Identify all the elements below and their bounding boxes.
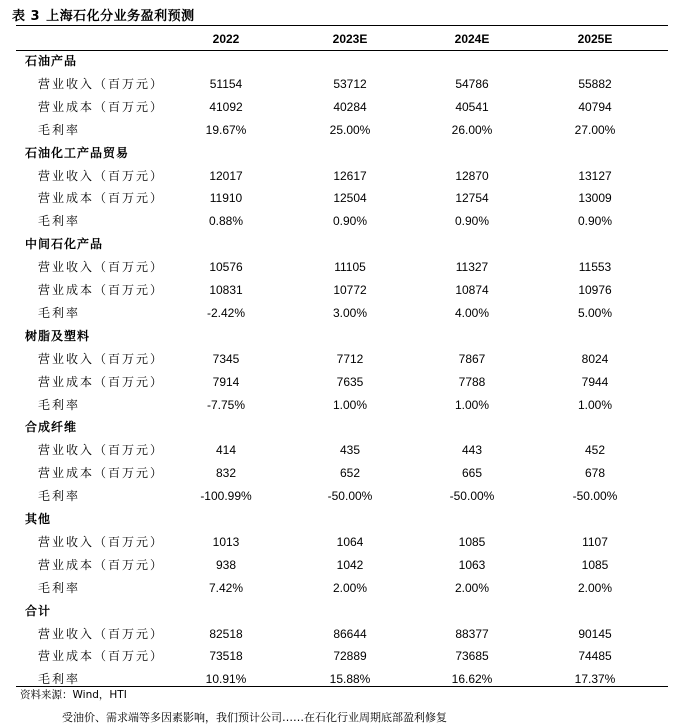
header-2025e: 2025E (577, 32, 613, 46)
table-cell: 27.00% (574, 122, 616, 137)
table-cell: 7635 (336, 374, 364, 389)
table-cell: 11553 (578, 260, 612, 275)
table-cell: -50.00% (572, 489, 618, 504)
table-cell: 12617 (333, 168, 367, 183)
section-row (16, 416, 668, 438)
table-top-rule (16, 25, 668, 26)
table-cell: 0.90% (332, 214, 368, 229)
section-row (16, 508, 668, 530)
table-cell: 1042 (336, 557, 364, 572)
table-cell: 2.00% (454, 580, 490, 595)
table-row (16, 623, 668, 645)
table-cell: 41092 (209, 99, 243, 114)
row-label: 营业成本（百万元） (38, 191, 165, 206)
table-cell: 19.67% (205, 122, 247, 137)
table-row (16, 302, 668, 324)
table-cell: 53712 (333, 76, 367, 91)
table-cell: 0.90% (577, 214, 613, 229)
table-cell: 10.91% (205, 672, 247, 687)
table-cell: 11327 (455, 260, 489, 275)
table-cell: 832 (215, 466, 237, 481)
source-note: 资料来源：Wind，HTI (20, 689, 127, 701)
table-cell: 17.37% (574, 672, 616, 687)
table-cell: 5.00% (577, 305, 613, 320)
table-row (16, 119, 668, 141)
row-label: 营业收入（百万元） (38, 626, 165, 641)
table-cell: 73518 (209, 649, 243, 664)
table-cell: 1.00% (454, 397, 490, 412)
table-row (16, 256, 668, 278)
table-cell: 10576 (209, 260, 243, 275)
row-label: 毛利率 (38, 122, 81, 137)
table-row (16, 462, 668, 484)
table-cell: 11910 (209, 191, 243, 206)
section-row (16, 142, 668, 164)
row-label: 营业成本（百万元） (38, 649, 165, 664)
table-cell: 26.00% (451, 122, 493, 137)
table-cell: 15.88% (329, 672, 371, 687)
table-cell: -50.00% (449, 489, 495, 504)
table-bottom-rule (16, 686, 668, 687)
section-row (16, 233, 668, 255)
header-2022: 2022 (212, 32, 240, 46)
table-cell: 414 (215, 443, 237, 458)
table-cell: 7944 (581, 374, 609, 389)
table-cell: 10874 (455, 283, 489, 297)
table-cell: 11105 (334, 260, 366, 275)
table-cell: 0.90% (454, 214, 490, 229)
table-title: 上海石化分业务盈利预测 (46, 8, 195, 24)
table-cell: 12870 (455, 168, 489, 183)
table-cell: 54786 (455, 76, 489, 91)
table-row (16, 554, 668, 576)
table-cell: 7788 (458, 374, 486, 389)
section-label: 石油产品 (25, 54, 78, 68)
table-cell: 1.00% (577, 397, 613, 412)
table-row (16, 165, 668, 187)
table-cell: 1107 (582, 534, 608, 549)
table-row (16, 279, 668, 301)
table-cell: 88377 (455, 626, 489, 641)
table-cell: 443 (461, 443, 483, 458)
table-row (16, 371, 668, 393)
row-label: 营业收入（百万元） (38, 260, 165, 275)
table-row (16, 645, 668, 667)
table-cell: 4.00% (454, 305, 490, 320)
header-2024e: 2024E (454, 32, 490, 46)
table-row (16, 577, 668, 599)
table-cell: 1085 (581, 557, 609, 572)
table-row (16, 96, 668, 118)
table-cell: 13009 (578, 191, 612, 206)
row-label: 营业收入（百万元） (38, 351, 165, 366)
table-row (16, 439, 668, 461)
row-label: 营业成本（百万元） (38, 557, 165, 572)
section-row (16, 50, 668, 72)
table-cell: 1.00% (332, 397, 368, 412)
section-label: 其他 (25, 512, 52, 526)
table-cell: 452 (584, 443, 606, 458)
row-label: 毛利率 (38, 305, 81, 320)
table-cell: 12504 (333, 191, 367, 206)
table-header-row (16, 28, 668, 50)
table-number: 表 3 (12, 8, 41, 24)
row-label: 毛利率 (38, 672, 81, 687)
row-label: 营业收入（百万元） (38, 168, 165, 183)
table-cell: 2.00% (577, 580, 613, 595)
table-cell: 678 (584, 466, 606, 481)
section-row (16, 325, 668, 347)
row-label: 营业收入（百万元） (38, 534, 165, 549)
table-cell: 51154 (209, 76, 243, 91)
table-cell: 73685 (455, 649, 489, 664)
section-label: 合计 (25, 603, 52, 618)
table-cell: 90145 (578, 626, 612, 641)
table-cell: 2.00% (332, 580, 368, 595)
table-cell: 1013 (212, 534, 240, 549)
table-row (16, 348, 668, 370)
table-cell: 12754 (455, 191, 489, 206)
row-label: 营业成本（百万元） (38, 283, 165, 297)
table-cell: 40541 (455, 99, 489, 114)
table-cell: 7712 (336, 351, 364, 366)
table-row (16, 485, 668, 507)
table-cell: 1064 (336, 534, 364, 549)
table-cell: 10772 (333, 283, 367, 297)
table-cell: 7867 (458, 351, 486, 366)
table-cell: -50.00% (327, 489, 373, 504)
table-cell: 10976 (578, 283, 612, 297)
table-cell: 938 (215, 557, 237, 572)
table-cell: -100.99% (200, 489, 252, 504)
row-label: 营业成本（百万元） (38, 374, 165, 389)
row-label: 毛利率 (38, 489, 81, 504)
header-2023e: 2023E (332, 32, 368, 46)
body-paragraph-fragment: 受油价、需求端等多因素影响，我们预计公司……在石化行业周期底部盈利修复 (62, 712, 447, 724)
section-label: 石油化工产品贸易 (25, 145, 130, 160)
table-cell: 7914 (212, 374, 240, 389)
row-label: 毛利率 (38, 580, 81, 595)
table-cell: 7.42% (208, 580, 244, 595)
table-cell: 55882 (578, 76, 612, 91)
table-cell: 40284 (333, 99, 367, 114)
table-cell: 1063 (458, 557, 486, 572)
table-row (16, 73, 668, 95)
row-label: 营业成本（百万元） (38, 99, 165, 114)
table-row (16, 531, 668, 553)
section-label: 树脂及塑料 (25, 328, 91, 343)
table-cell: -2.42% (206, 305, 246, 320)
table-cell: 72889 (333, 649, 367, 664)
table-cell: 0.88% (208, 214, 244, 229)
table-cell: 7345 (212, 351, 240, 366)
table-cell: 8024 (581, 351, 609, 366)
table-row (16, 210, 668, 232)
table-cell: 25.00% (329, 122, 371, 137)
row-label: 营业收入（百万元） (38, 76, 165, 91)
section-label: 合成纤维 (25, 420, 78, 435)
row-label: 毛利率 (38, 397, 81, 412)
table-cell: 12017 (209, 168, 243, 183)
table-cell: 3.00% (332, 305, 368, 320)
row-label: 营业收入（百万元） (38, 443, 165, 458)
table-row (16, 187, 668, 209)
row-label: 毛利率 (38, 214, 81, 229)
table-cell: 1085 (458, 534, 486, 549)
section-label: 中间石化产品 (25, 237, 104, 252)
table-cell: 86644 (333, 626, 367, 641)
table-cell: 16.62% (451, 672, 493, 687)
row-label: 营业成本（百万元） (38, 466, 165, 481)
table-caption (12, 4, 195, 24)
table-row (16, 394, 668, 416)
section-row (16, 600, 668, 622)
table-cell: 665 (461, 466, 483, 481)
table-cell: 40794 (578, 99, 612, 114)
table-cell: -7.75% (206, 397, 246, 412)
table-cell: 82518 (209, 626, 243, 641)
table-cell: 435 (339, 443, 361, 458)
table-cell: 652 (339, 466, 361, 481)
table-cell: 13127 (578, 168, 612, 183)
table-cell: 74485 (578, 649, 612, 664)
table-cell: 10831 (209, 283, 243, 297)
